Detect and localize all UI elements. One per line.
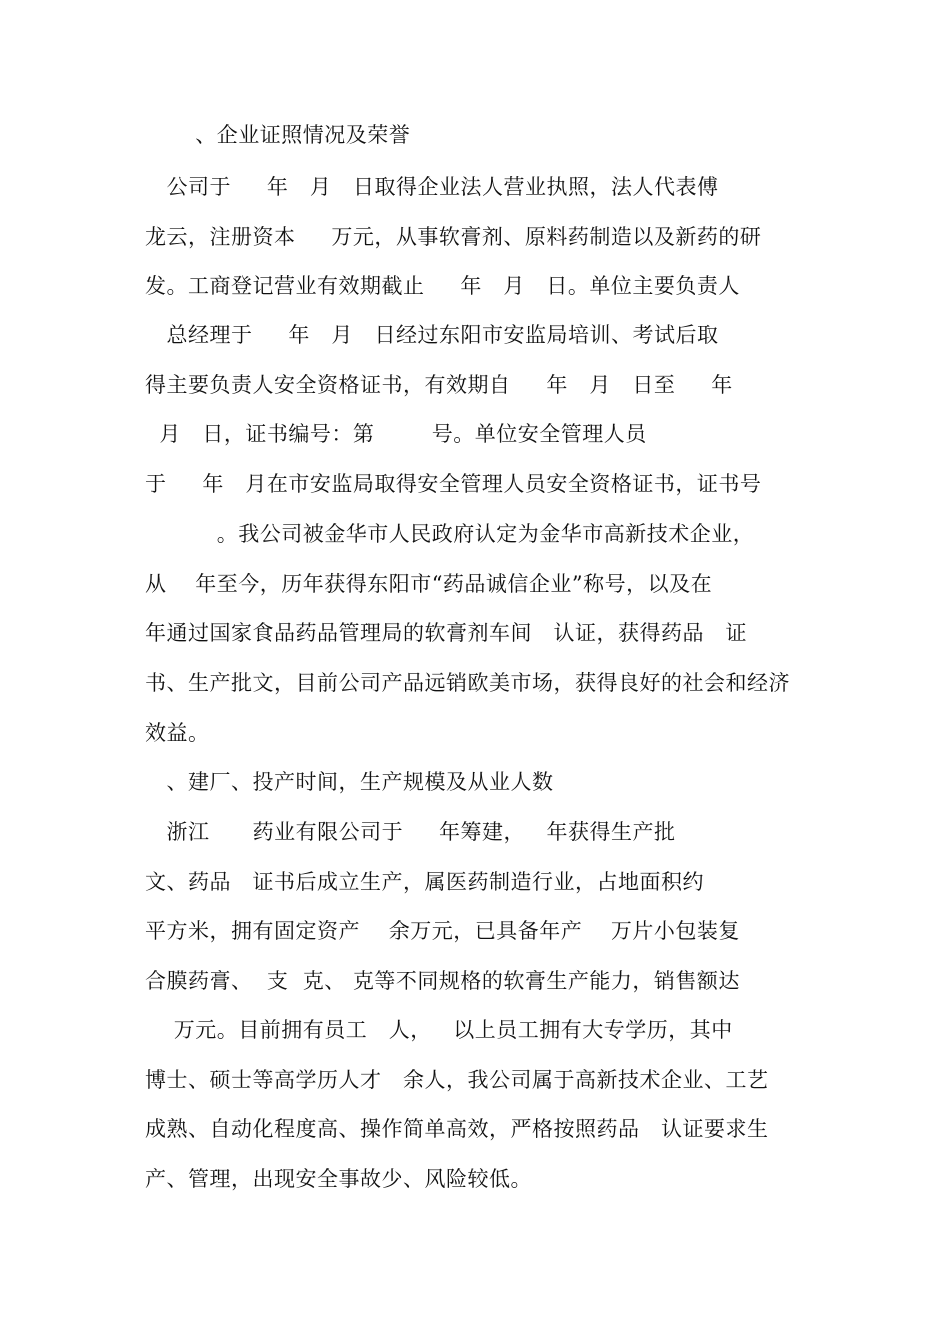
paragraph-line: 。我公司被金华市人民政府认定为金华市高新技术企业， [145, 522, 755, 546]
section-heading-production: 、建厂、投产时间，生产规模及从业人数 [145, 770, 554, 794]
paragraph-line: 年通过国家食品药品管理局的软膏剂车间 认证，获得药品 证 [145, 621, 748, 645]
paragraph-line: 平方米，拥有固定资产 余万元，已具备年产 万片小包装复 [145, 919, 740, 943]
paragraph-line: 博士、硕士等高学历人才 余人，我公司属于高新技术企业、工艺 [145, 1068, 769, 1092]
paragraph-line: 万元。目前拥有员工 人， 以上员工拥有大专学历，其中 [145, 1018, 733, 1042]
paragraph-line: 合膜药膏、 支 克、 克等不同规格的软膏生产能力，销售额达 [145, 969, 740, 993]
paragraph-line: 效益。 [145, 721, 210, 745]
paragraph-line: 文、药品 证书后成立生产，属医药制造行业，占地面积约 [145, 870, 705, 894]
paragraph-line: 于 年 月在市安监局取得安全管理人员安全资格证书，证书号 [145, 472, 762, 496]
paragraph-line: 产、管理，出现安全事故少、风险较低。 [145, 1167, 532, 1191]
paragraph-line: 月 日，证书编号：第 号。单位安全管理人员 [145, 422, 647, 446]
paragraph-line: 发。工商登记营业有效期截止 年 月 日。单位主要负责人 [145, 274, 740, 298]
paragraph-line: 总经理于 年 月 日经过东阳市安监局培训、考试后取 [145, 323, 719, 347]
paragraph-line: 浙江 药业有限公司于 年筹建， 年获得生产批 [145, 820, 676, 844]
paragraph-line: 成熟、自动化程度高、操作简单高效，严格按照药品 认证要求生 [145, 1117, 769, 1141]
paragraph-line: 公司于 年 月 日取得企业法人营业执照，法人代表傅 [145, 175, 719, 199]
paragraph-line: 书、生产批文，目前公司产品远销欧美市场，获得良好的社会和经济 [145, 671, 790, 695]
paragraph-line: 从 年至今，历年获得东阳市“药品诚信企业”称号，以及在 [145, 572, 713, 596]
section-heading-certificates: 、企业证照情况及荣誉 [145, 123, 411, 147]
paragraph-line: 得主要负责人安全资格证书，有效期自 年 月 日至 年 [145, 373, 733, 397]
paragraph-line: 龙云，注册资本 万元，从事软膏剂、原料药制造以及新药的研 [145, 225, 762, 249]
